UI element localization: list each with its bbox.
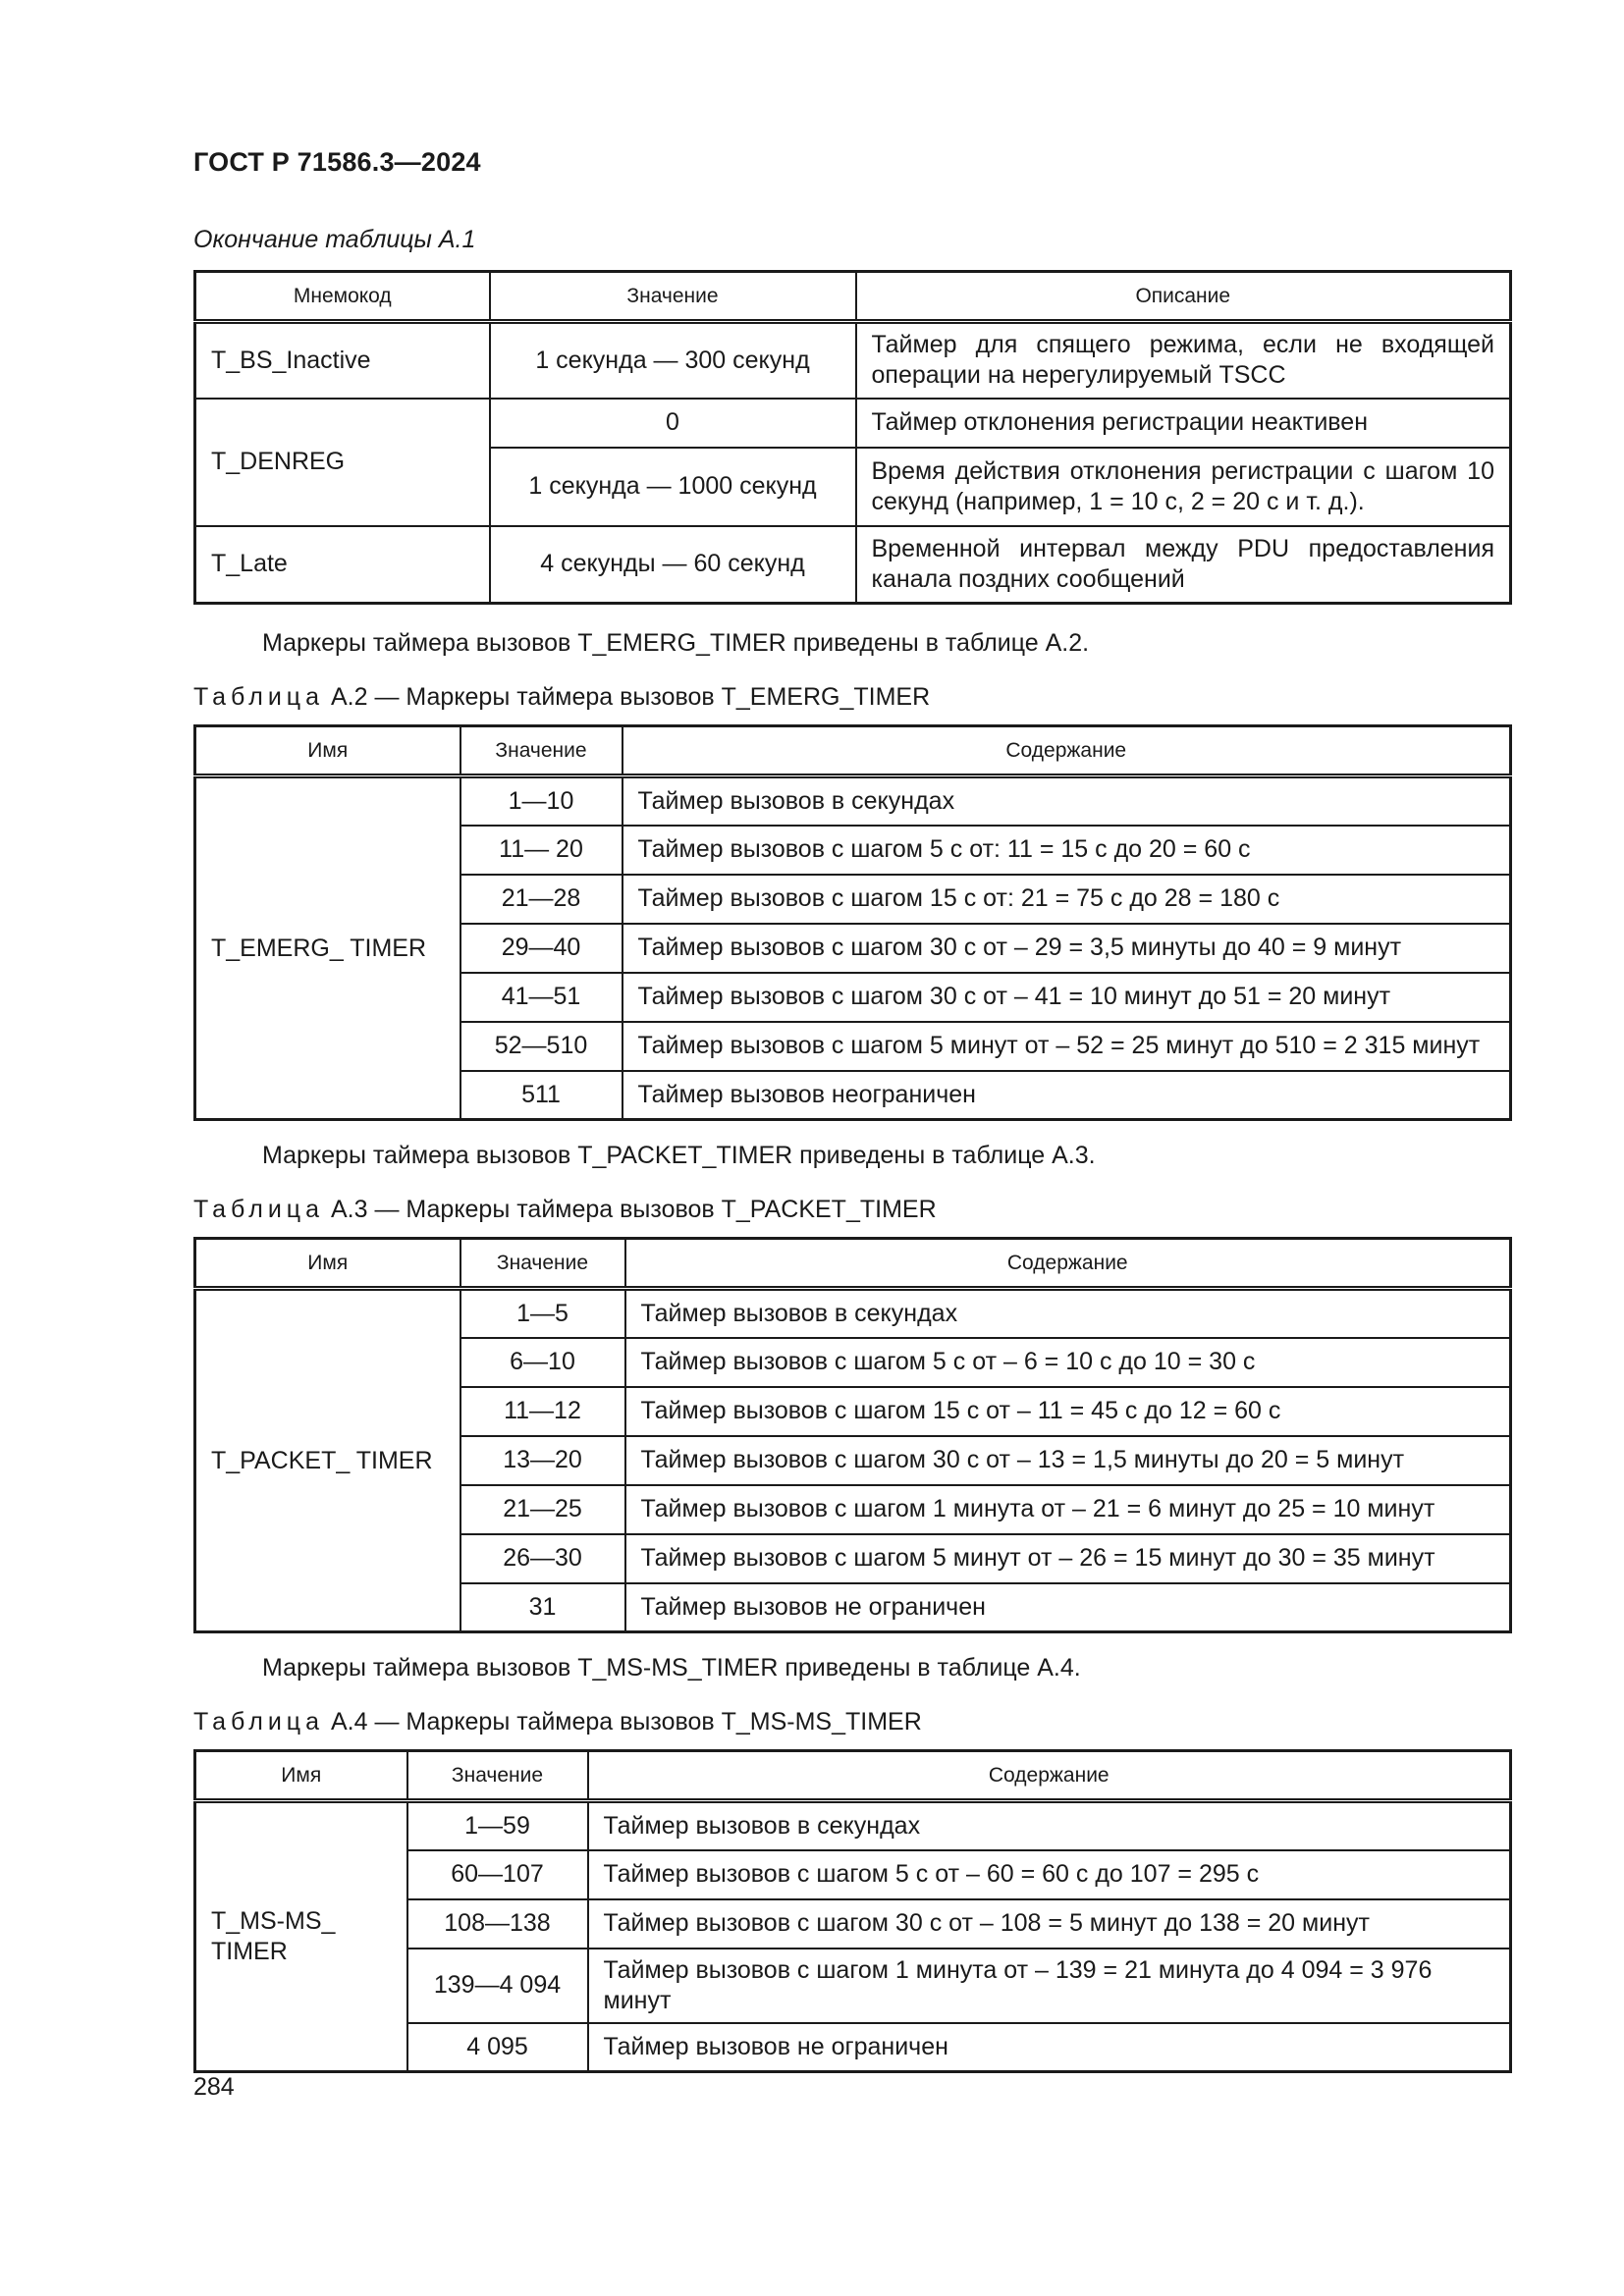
value-cell: 6—10 xyxy=(460,1338,625,1387)
value-cell: 511 xyxy=(460,1071,623,1120)
value-cell: 108—138 xyxy=(407,1899,588,1949)
content-cell: Таймер вызовов с шагом 5 минут от – 26 = 15 минут до 30 = 35 минут xyxy=(625,1534,1511,1583)
value-cell: 26—30 xyxy=(460,1534,625,1583)
table-header-row xyxy=(195,1751,1511,1801)
table-row xyxy=(195,322,1511,399)
content-cell: Таймер вызовов не ограничен xyxy=(588,2023,1511,2072)
table-a3 xyxy=(193,1237,1512,1633)
content-cell: Таймер вызовов с шагом 1 минута от – 139 = 21 минута до 4 094 = 3 976 минут xyxy=(588,1949,1511,2023)
value-cell: 41—51 xyxy=(460,973,623,1022)
name-cell: T_EMERG_ TIMER xyxy=(195,776,460,1120)
value-cell: 13—20 xyxy=(460,1436,625,1485)
content-cell: Таймер вызовов с шагом 5 с от – 6 = 10 с до 10 = 30 с xyxy=(625,1338,1511,1387)
column-header: Значение xyxy=(407,1751,588,1801)
table-caption-label: Таблица xyxy=(193,683,325,711)
table-caption-label: Таблица xyxy=(193,1196,325,1223)
column-header: Значение xyxy=(460,726,623,776)
page-number: 284 xyxy=(193,2073,235,2101)
content-cell: Таймер вызовов в секундах xyxy=(623,776,1511,826)
table-caption-text: А.4 — Маркеры таймера вызовов T_MS-MS_TIMER xyxy=(330,1708,922,1735)
content-cell: Таймер вызовов с шагом 15 с от: 21 = 75 с до 28 = 180 с xyxy=(623,875,1511,924)
table-header-row xyxy=(195,726,1511,776)
name-cell: T_PACKET_ TIMER xyxy=(195,1289,460,1632)
description-cell: Таймер отклонения регистрации неактивен xyxy=(856,399,1511,448)
table-row xyxy=(195,776,1511,826)
table-header-row xyxy=(195,1239,1511,1289)
name-line: TIMER xyxy=(211,1938,288,1965)
column-header: Содержание xyxy=(588,1751,1511,1801)
table-row xyxy=(195,526,1511,604)
value-cell: 29—40 xyxy=(460,924,623,973)
content-cell: Таймер вызовов с шагом 5 с от: 11 = 15 с до 20 = 60 с xyxy=(623,826,1511,875)
content-cell: Таймер вызовов с шагом 5 с от – 60 = 60 с до 107 = 295 с xyxy=(588,1850,1511,1899)
content-cell: Таймер вызовов в секундах xyxy=(588,1801,1511,1850)
table-caption-a3 xyxy=(193,1196,937,1224)
column-header: Мнемокод xyxy=(195,272,490,322)
column-header: Содержание xyxy=(623,726,1511,776)
value-cell: 11—12 xyxy=(460,1387,625,1436)
content-cell: Таймер вызовов с шагом 30 с от – 41 = 10 минут до 51 = 20 минут xyxy=(623,973,1511,1022)
table-caption-a4 xyxy=(193,1708,922,1736)
value-cell: 4 095 xyxy=(407,2023,588,2072)
content-cell: Таймер вызовов с шагом 15 с от – 11 = 45 с до 12 = 60 с xyxy=(625,1387,1511,1436)
description-cell: Время действия отклонения регистрации с шагом 10 секунд (например, 1 = 10 с, 2 = 20 с и т. д.). xyxy=(856,448,1511,526)
content-cell: Таймер вызовов с шагом 30 с от – 29 = 3,5 минуты до 40 = 9 минут xyxy=(623,924,1511,973)
content-cell: Таймер вызовов неограничен xyxy=(623,1071,1511,1120)
table-row xyxy=(195,1289,1511,1338)
value-cell: 52—510 xyxy=(460,1022,623,1071)
value-cell: 0 xyxy=(490,399,856,448)
value-cell: 11— 20 xyxy=(460,826,623,875)
content-cell: Таймер вызовов в секундах xyxy=(625,1289,1511,1338)
value-cell: 1—5 xyxy=(460,1289,625,1338)
value-cell: 1 секунда — 300 секунд xyxy=(490,322,856,399)
content-cell: Таймер вызовов с шагом 1 минута от – 21 = 6 минут до 25 = 10 минут xyxy=(625,1485,1511,1534)
value-cell: 1 секунда — 1000 секунд xyxy=(490,448,856,526)
description-cell: Таймер для спящего режима, если не входящей операции на нерегулируемый TSCC xyxy=(856,322,1511,399)
column-header: Имя xyxy=(195,726,460,776)
content-cell: Таймер вызовов не ограничен xyxy=(625,1583,1511,1632)
mnemocode-cell: T_Late xyxy=(195,526,490,604)
table-caption-label: Таблица xyxy=(193,1708,325,1735)
mnemocode-cell: T_DENREG xyxy=(195,399,490,526)
name-line: T_MS-MS_ xyxy=(211,1907,336,1935)
name-cell xyxy=(195,1801,407,2072)
value-cell: 139—4 094 xyxy=(407,1949,588,2023)
table-caption-a2 xyxy=(193,683,930,712)
column-header: Имя xyxy=(195,1239,460,1289)
table-caption-text: А.3 — Маркеры таймера вызовов T_PACKET_TIMER xyxy=(330,1196,937,1223)
document-header: ГОСТ Р 71586.3—2024 xyxy=(193,147,481,177)
table-a4 xyxy=(193,1749,1512,2073)
table-row xyxy=(195,399,1511,448)
value-cell: 60—107 xyxy=(407,1850,588,1899)
column-header: Имя xyxy=(195,1751,407,1801)
value-cell: 21—25 xyxy=(460,1485,625,1534)
content-cell: Таймер вызовов с шагом 5 минут от – 52 = 25 минут до 510 = 2 315 минут xyxy=(623,1022,1511,1071)
value-cell: 1—10 xyxy=(460,776,623,826)
column-header: Значение xyxy=(460,1239,625,1289)
content-cell: Таймер вызовов с шагом 30 с от – 13 = 1,5 минуты до 20 = 5 минут xyxy=(625,1436,1511,1485)
paragraph: Маркеры таймера вызовов T_PACKET_TIMER приведены в таблице А.3. xyxy=(262,1142,1096,1169)
table-a1 xyxy=(193,270,1512,605)
paragraph: Маркеры таймера вызовов T_EMERG_TIMER приведены в таблице А.2. xyxy=(262,629,1090,657)
column-header: Значение xyxy=(490,272,856,322)
mnemocode-cell: T_BS_Inactive xyxy=(195,322,490,399)
table-continuation-caption: Окончание таблицы А.1 xyxy=(193,226,476,253)
table-a2 xyxy=(193,724,1512,1121)
column-header: Содержание xyxy=(625,1239,1511,1289)
paragraph: Маркеры таймера вызовов T_MS-MS_TIMER приведены в таблице А.4. xyxy=(262,1654,1081,1682)
value-cell: 21—28 xyxy=(460,875,623,924)
table-header-row xyxy=(195,272,1511,322)
table-caption-text: А.2 — Маркеры таймера вызовов T_EMERG_TIMER xyxy=(330,683,931,711)
value-cell: 31 xyxy=(460,1583,625,1632)
column-header: Описание xyxy=(856,272,1511,322)
value-cell: 1—59 xyxy=(407,1801,588,1850)
table-row xyxy=(195,1801,1511,1850)
content-cell: Таймер вызовов с шагом 30 с от – 108 = 5 минут до 138 = 20 минут xyxy=(588,1899,1511,1949)
description-cell: Временной интервал между PDU предоставления канала поздних сообщений xyxy=(856,526,1511,604)
value-cell: 4 секунды — 60 секунд xyxy=(490,526,856,604)
